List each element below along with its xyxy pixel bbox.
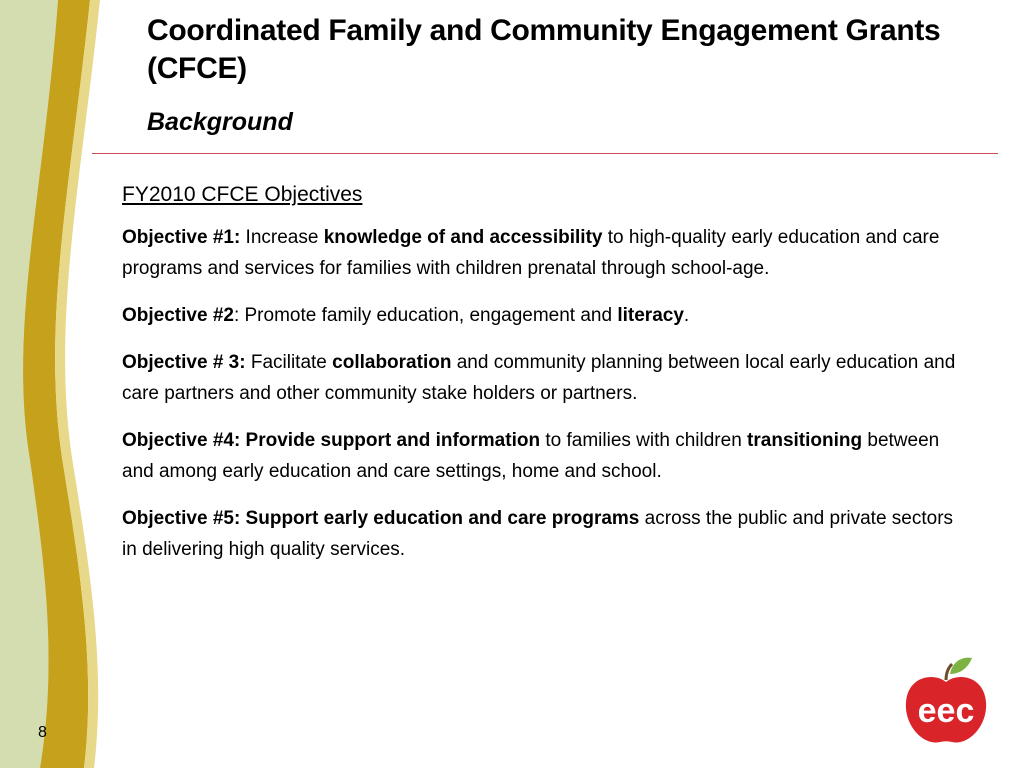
- objective-3-text-b: and community planning between local early education and care partners and other community stake holders or partners.: [122, 352, 956, 404]
- objective-1-label: Objective #1:: [122, 227, 241, 248]
- objective-1-emphasis: knowledge of and accessibility: [323, 227, 603, 248]
- objective-3-label: Objective # 3:: [122, 352, 246, 373]
- objective-3-emphasis: collaboration: [332, 352, 452, 373]
- objective-2-label: Objective #2: [122, 305, 234, 326]
- objective-2-text-a: : Promote family education, engagement and: [233, 305, 618, 326]
- objective-5-label: Objective #5: Support early education and care programs: [122, 508, 640, 529]
- objective-3: [122, 347, 972, 409]
- objective-1-text-a: Increase: [240, 227, 324, 248]
- objective-2: [122, 300, 972, 331]
- title-divider: [92, 153, 998, 154]
- objective-1-text-b: to high-quality early education and care programs and services for families with children prenatal through school-age.: [122, 227, 940, 279]
- objective-5: [122, 503, 972, 565]
- slide-content: [122, 180, 972, 581]
- objective-5-text-a: across the public and private sectors in delivering high quality services.: [122, 508, 954, 560]
- decorative-wave-band: [0, 0, 140, 768]
- logo-leaf: [950, 658, 972, 674]
- objective-4: [122, 425, 972, 487]
- objective-1: [122, 222, 972, 284]
- objective-2-emphasis: literacy: [617, 305, 684, 326]
- slide-subtitle: Background: [147, 108, 293, 136]
- objective-3-text-a: Facilitate: [245, 352, 333, 373]
- objective-4-text-b: between and among early education and care settings, home and school.: [122, 430, 940, 482]
- eec-apple-logo-icon: [900, 652, 992, 748]
- objective-4-emphasis: transitioning: [747, 430, 863, 451]
- page-number: 8: [38, 724, 47, 741]
- objective-2-text-b: .: [683, 305, 690, 326]
- objective-4-label: Objective #4: Provide support and information: [122, 430, 541, 451]
- slide-title: Coordinated Family and Community Engagement Grants (CFCE): [147, 14, 941, 85]
- objectives-heading: FY2010 CFCE Objectives: [122, 183, 363, 206]
- objective-4-text-a: to families with children: [540, 430, 748, 451]
- logo-text: eec: [917, 692, 975, 730]
